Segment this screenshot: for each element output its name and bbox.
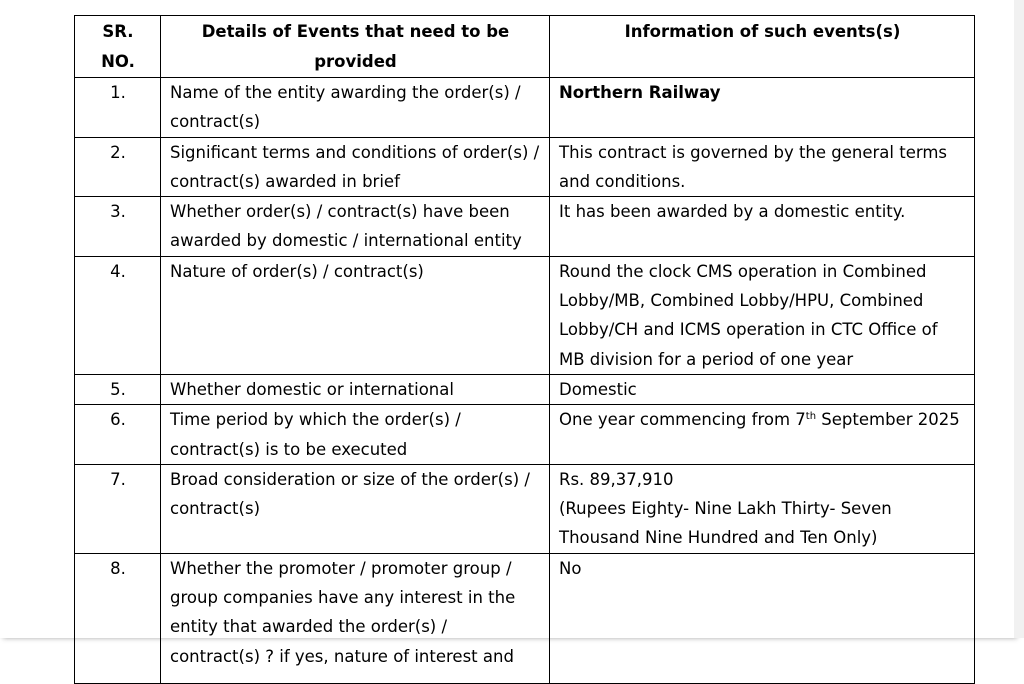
row-number: 6. [75, 405, 161, 465]
row-information: Northern Railway [550, 78, 975, 138]
row-details: Broad consideration or size of the order(s) / contract(s) [161, 464, 550, 553]
table-row [75, 553, 975, 683]
row-details: Whether the promoter / promoter group / group companies have any interest in the entity that awarded the order(s) / contract(s) ? if yes, nature of interest and [161, 553, 550, 683]
row-number: 1. [75, 78, 161, 138]
info-text: September 2025 [816, 410, 960, 430]
row-number: 4. [75, 256, 161, 374]
table-row [75, 78, 975, 138]
row-details: Significant terms and conditions of order(s) / contract(s) awarded in brief [161, 137, 550, 197]
amount-figure: Rs. 89,37,910 [559, 469, 674, 489]
table-row [75, 137, 975, 197]
header-information: Information of such events(s) [550, 16, 975, 78]
row-information: This contract is governed by the general terms and conditions. [550, 137, 975, 197]
amount-words: (Rupees Eighty- Nine Lakh Thirty- Seven Thousand Nine Hundred and Ten Only) [559, 499, 892, 548]
row-information: Round the clock CMS operation in Combined Lobby/MB, Combined Lobby/HPU, Combined Lobby/CH and ICMS operation in CTC Office of MB division for a period of one year [550, 256, 975, 374]
header-details: Details of Events that need to be provided [161, 16, 550, 78]
row-information [550, 405, 975, 465]
row-number: 3. [75, 197, 161, 257]
events-disclosure-table [74, 15, 975, 684]
row-information: It has been awarded by a domestic entity. [550, 197, 975, 257]
header-sr-no: SR. NO. [75, 16, 161, 78]
table-header-row [75, 16, 975, 78]
row-number: 2. [75, 137, 161, 197]
row-details: Whether domestic or international [161, 374, 550, 404]
table-row [75, 256, 975, 374]
row-details: Nature of order(s) / contract(s) [161, 256, 550, 374]
row-details: Time period by which the order(s) / contract(s) is to be executed [161, 405, 550, 465]
row-details: Name of the entity awarding the order(s) / contract(s) [161, 78, 550, 138]
table-row [75, 405, 975, 465]
info-text: One year commencing from 7 [559, 410, 806, 430]
row-information [550, 464, 975, 553]
table-row [75, 374, 975, 404]
ordinal-suffix: th [805, 411, 817, 423]
table-row [75, 197, 975, 257]
row-number: 5. [75, 374, 161, 404]
table-row [75, 464, 975, 553]
viewer-gutter [1014, 0, 1024, 638]
row-information: Domestic [550, 374, 975, 404]
row-number: 8. [75, 553, 161, 683]
row-information: No [550, 553, 975, 683]
row-number: 7. [75, 464, 161, 553]
row-details: Whether order(s) / contract(s) have been awarded by domestic / international entity [161, 197, 550, 257]
